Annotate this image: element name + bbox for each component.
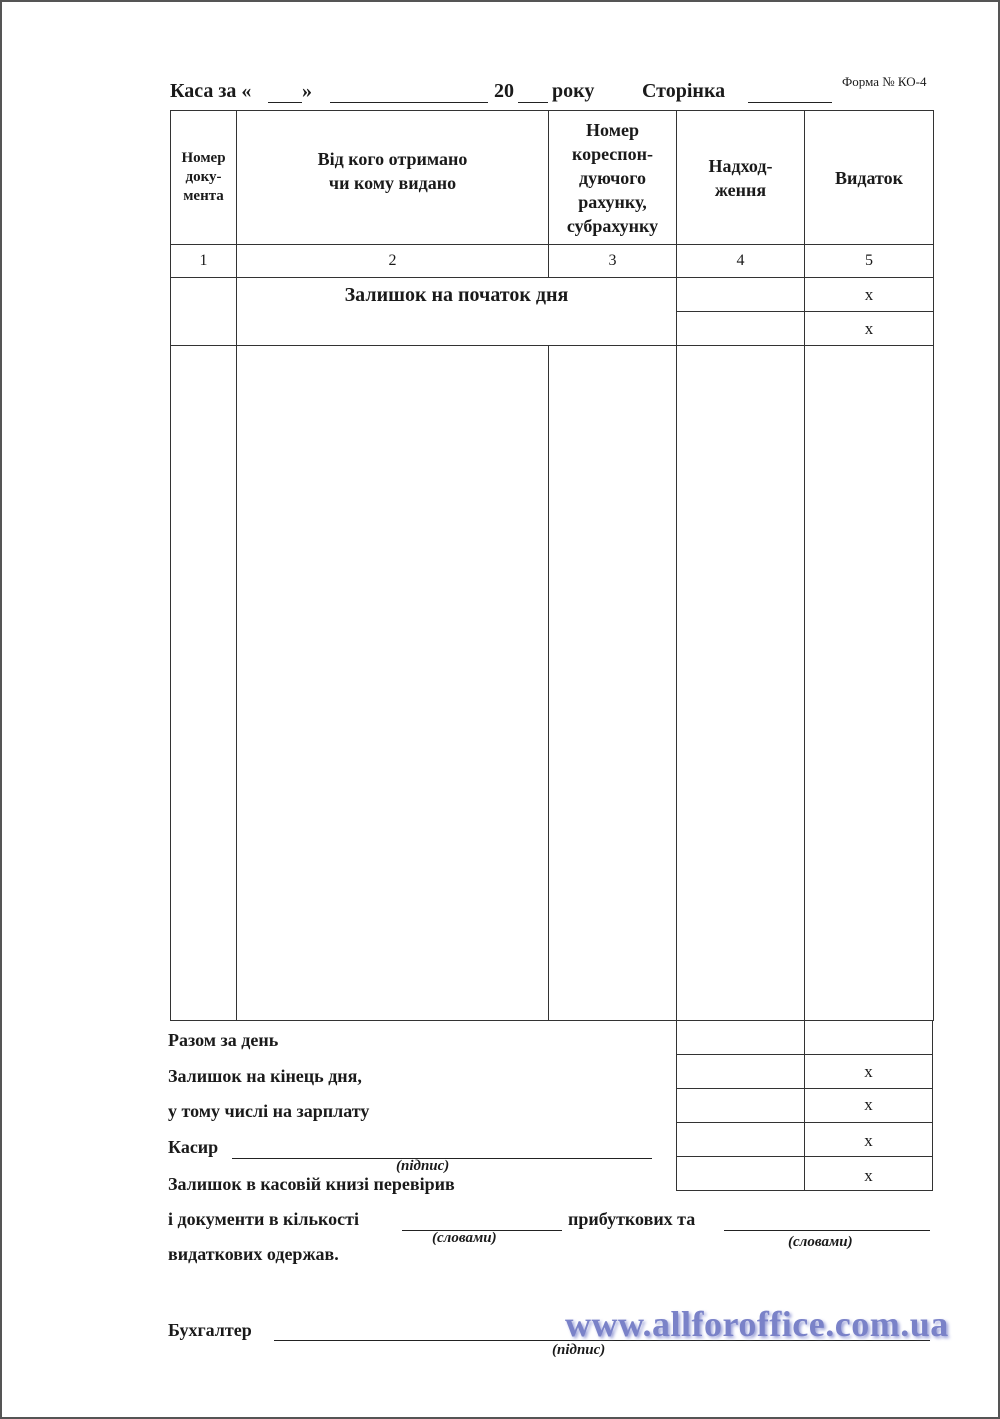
col1-line3: мента (183, 188, 224, 204)
col4-line1: Надход- (708, 155, 773, 176)
col-header-doc-number (171, 111, 237, 245)
extra-income-cell-2[interactable] (676, 1156, 805, 1191)
col3-line1: Номер (586, 119, 639, 140)
col1-line2: доку- (185, 169, 222, 185)
col1-line1: Номер (181, 150, 226, 166)
col-header-counterparty (237, 111, 549, 245)
col-header-account (549, 111, 677, 245)
accountant-signature-caption: (підпис) (552, 1342, 606, 1358)
col4-line2: ження (714, 179, 767, 200)
day-field[interactable] (268, 102, 302, 103)
entries-account[interactable] (549, 346, 677, 1021)
opening-balance-label: Залишок на початок дня (237, 278, 677, 346)
header-year-prefix: 20 (494, 80, 514, 102)
documents-qty-label: і документи в кількості (168, 1209, 359, 1229)
closing-expense-x: х (804, 1054, 933, 1089)
column-number-row (171, 245, 934, 278)
col3-line5: субрахунку (566, 215, 659, 236)
col5-line1: Видаток (835, 167, 903, 188)
outgoing-qty-field[interactable] (724, 1230, 930, 1231)
extra-expense-x-1: х (804, 1122, 933, 1157)
opening-doc-cell (171, 278, 237, 346)
cashier-signature-caption: (підпис) (396, 1158, 450, 1174)
incoming-words-caption: (словами) (432, 1230, 497, 1246)
header-close-quote: » (302, 80, 312, 102)
year-field[interactable] (518, 102, 548, 103)
opening-expense-x1: х (805, 278, 934, 312)
extra-income-cell-1[interactable] (676, 1122, 805, 1157)
column-number-1: 1 (171, 245, 237, 278)
opening-expense-x2: х (805, 312, 934, 346)
opening-balance-row (171, 278, 934, 312)
column-number-5: 5 (805, 245, 934, 278)
col2-line2: чи кому видано (328, 172, 457, 193)
header-kasa-label: Каса за « (170, 80, 252, 102)
total-income-cell[interactable] (676, 1020, 805, 1055)
col-header-income (677, 111, 805, 245)
closing-income-cell[interactable] (676, 1054, 805, 1089)
total-day-label: Разом за день (168, 1030, 279, 1050)
salary-income-cell[interactable] (676, 1088, 805, 1123)
entries-income[interactable] (677, 346, 805, 1021)
header-year-label: року (552, 80, 595, 102)
column-number-2: 2 (237, 245, 549, 278)
table-header-row (171, 111, 934, 245)
col3-line4: рахунку, (578, 191, 647, 212)
checked-label: Залишок в касовій книзі перевірив (168, 1174, 455, 1194)
entries-area (171, 346, 934, 1021)
page-number-field[interactable] (748, 102, 832, 103)
entries-counterparty[interactable] (237, 346, 549, 1021)
form-number: Форма № КО-4 (842, 74, 927, 89)
col3-line3: дуючого (578, 167, 647, 188)
opening-income-cell-2[interactable] (677, 312, 805, 346)
entries-expense[interactable] (805, 346, 934, 1021)
closing-balance-label: Залишок на кінець дня, (168, 1066, 362, 1086)
entries-doc-number[interactable] (171, 346, 237, 1021)
col3-line2: кореспон- (571, 143, 654, 164)
outgoing-received-label: видаткових одержав. (168, 1244, 339, 1264)
month-field[interactable] (330, 102, 488, 103)
cashier-label: Касир (168, 1137, 219, 1157)
watermark: www.allforoffice.com.ua (565, 1304, 949, 1344)
salary-expense-x: х (804, 1088, 933, 1123)
opening-income-cell[interactable] (677, 278, 805, 312)
outgoing-words-caption: (словами) (788, 1234, 853, 1250)
total-expense-cell[interactable] (804, 1020, 933, 1055)
column-number-4: 4 (677, 245, 805, 278)
col-header-expense (805, 111, 934, 245)
cash-book-table (170, 110, 934, 1021)
accountant-label: Бухгалтер (168, 1320, 252, 1340)
column-number-3: 3 (549, 245, 677, 278)
col2-line1: Від кого отримано (317, 148, 468, 169)
extra-expense-x-2: х (804, 1156, 933, 1191)
salary-label: у тому числі на зарплату (168, 1101, 370, 1121)
incoming-and-label: прибуткових та (568, 1209, 696, 1229)
header-page-label: Сторінка (642, 80, 726, 102)
